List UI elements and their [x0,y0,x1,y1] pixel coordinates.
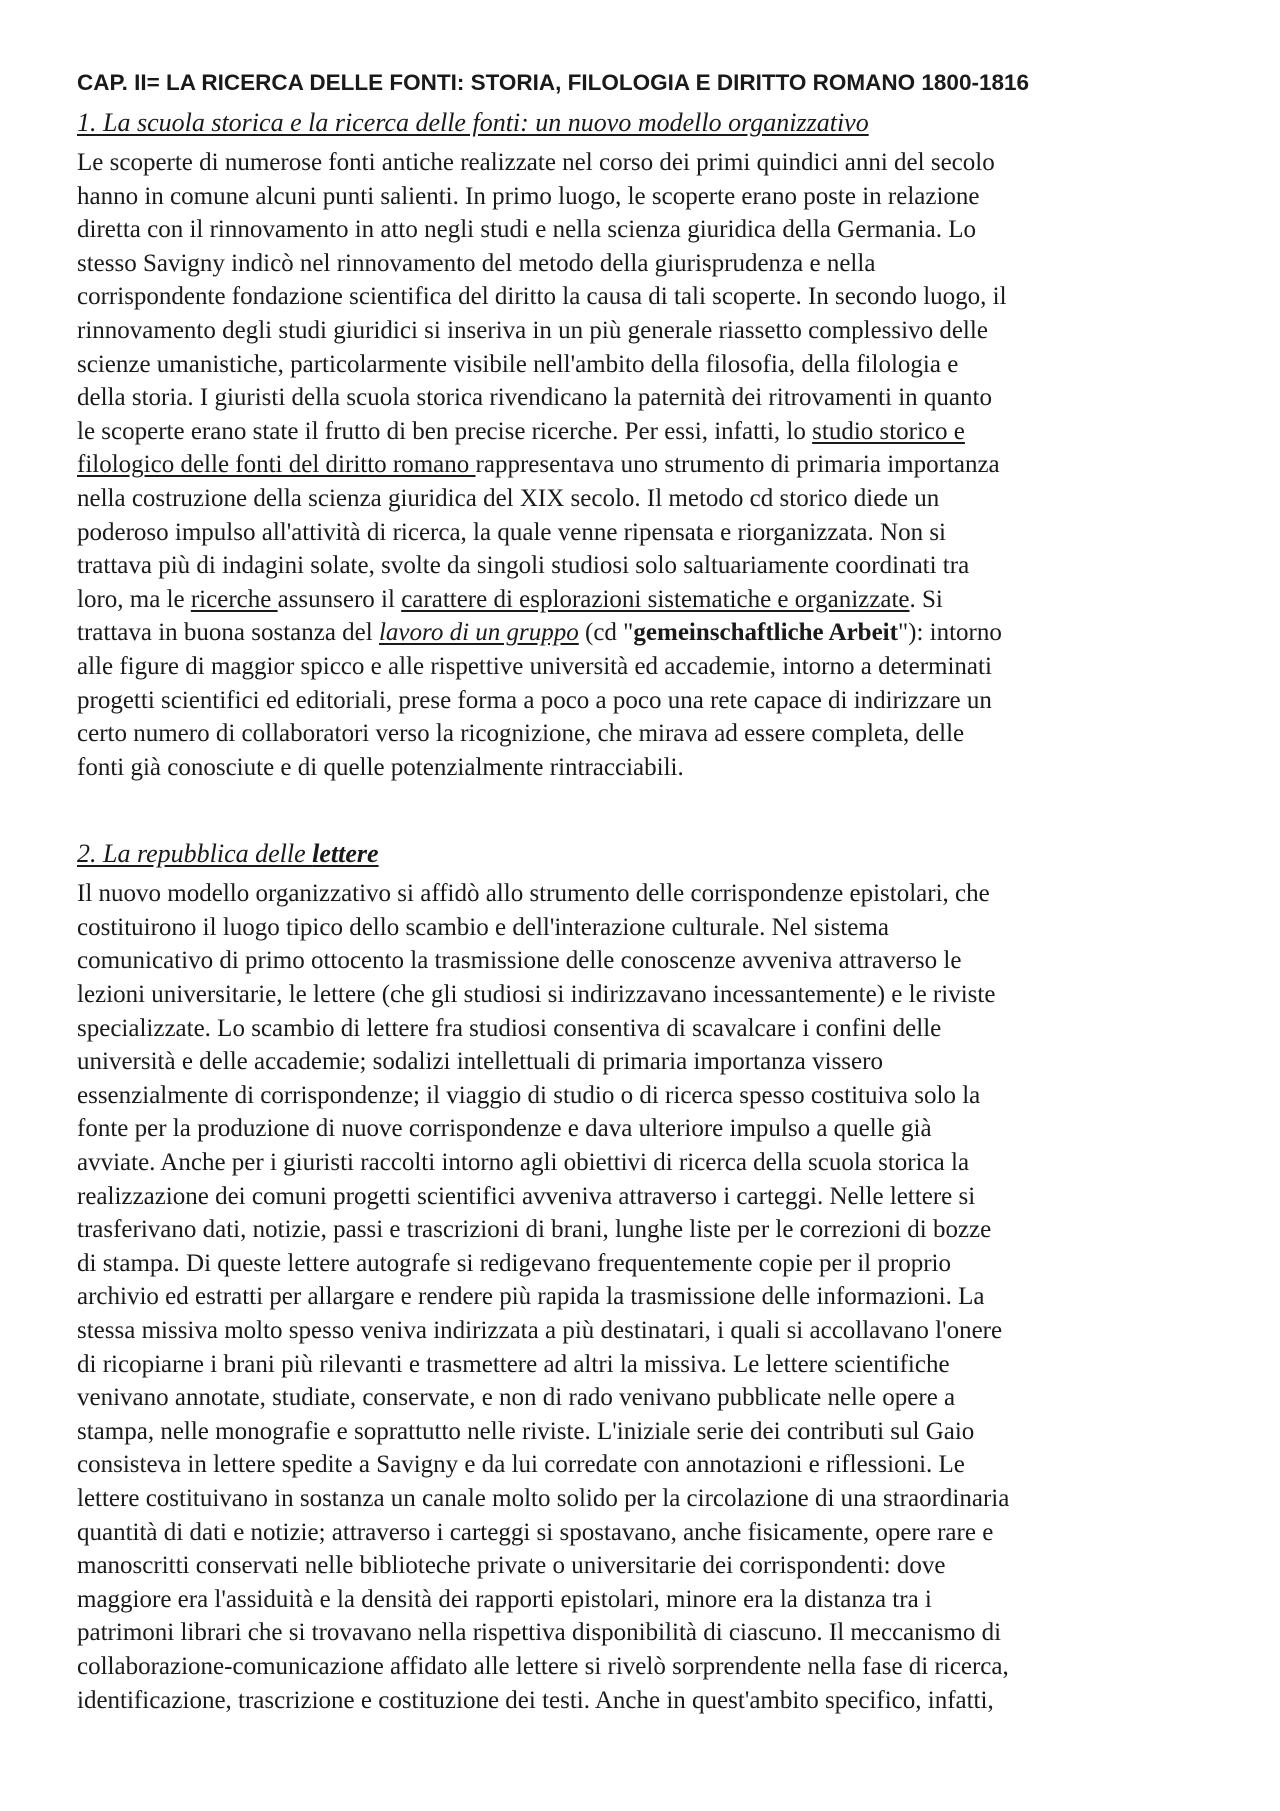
text-line: quantità di dati e notizie; attraverso i carteggi si spostavano, anche fisicamente, opere rare e [77,1518,994,1546]
bold-text: gemeinschaftliche Arbeit [633,619,898,647]
text-line: poderoso impulso all'attività di ricerca, la quale venne ripensata e riorganizzata. Non si [77,518,947,546]
section-2-paragraph [77,877,1217,1717]
text-line: Il nuovo modello organizzativo si affidò allo strumento delle corrispondenze epistolari, che [77,880,990,908]
document-page [77,68,1217,1717]
text-run: le scoperte erano state il frutto di ben precise ricerche. Per essi, infatti, lo [77,417,813,445]
text-line: università e delle accademie; sodalizi intellettuali di primaria importanza vissero [77,1048,883,1076]
text-line: certo numero di collaboratori verso la ricognizione, che mirava ad essere completa, delle [77,720,965,748]
text-line: hanno in comune alcuni punti salienti. In primo luogo, le scoperte erano poste in relazione [77,182,980,210]
text-line: avviate. Anche per i giuristi raccolti intorno agli obiettivi di ricerca della scuola storica la [77,1149,970,1177]
text-line [77,448,1217,482]
heading-bold-text: lettere [312,839,379,869]
text-line: nella costruzione della scienza giuridica del XIX secolo. Il metodo cd storico diede un [77,484,940,512]
text-line: specializzate. Lo scambio di lettere fra studiosi consentiva di scavalcare i confini delle [77,1014,942,1042]
text-line: identificazione, trascrizione e costituzione dei testi. Anche in quest'ambito specifico, infatti, [77,1686,994,1714]
underlined-text: studio storico e [812,417,965,445]
text-line: stessa missiva molto spesso veniva indirizzata a più destinatari, i quali si accollavano l'onere [77,1317,1003,1344]
text-line: patrimoni librari che si trovavano nella rispettiva disponibilità di ciascuno. Il meccanismo di [77,1619,1002,1647]
text-line [77,583,1217,617]
text-line: fonti già conosciute e di quelle potenzialmente rintracciabili. [77,753,684,781]
text-line: Le scoperte di numerose fonti antiche realizzate nel corso dei primi quindici anni del secolo [77,149,995,176]
text-run: rappresentava uno strumento di primaria importanza [475,451,1000,479]
text-line: costituirono il luogo tipico dello scambio e dell'interazione culturale. Nel sistema [77,913,889,941]
text-line: trattava più di indagini solate, svolte da singoli studiosi solo saltuariamente coordinati tra [77,552,970,580]
text-line: collaborazione-comunicazione affidato alle lettere si rivelò sorprendente nella fase di ricerca, [77,1652,1009,1680]
underlined-text: ricerche [190,585,278,613]
text-line: rinnovamento degli studi giuridici si inseriva in un più generale riassetto complessivo delle [77,316,988,344]
text-line: di stampa. Di queste lettere autografe si redigevano frequentemente copie per il proprio [77,1249,951,1277]
text-line: maggiore era l'assiduità e la densità dei rapporti epistolari, minore era la distanza tra i [77,1585,932,1613]
text-line: realizzazione dei comuni progetti scientifici avveniva attraverso i carteggi. Nelle lettere si [77,1182,976,1210]
text-line: trasferivano dati, notizie, passi e trascrizioni di brani, lunghe liste per le correzioni di bozze [77,1216,992,1244]
text-line: venivano annotate, studiate, conservate, e non di rado venivano pubblicate nelle opere a [77,1384,956,1412]
section-2-heading [77,837,1217,871]
text-run: assunsero il [277,585,402,613]
text-run: (cd " [578,619,634,647]
text-run: trattava in buona sostanza del [77,619,379,647]
text-line [77,616,1217,650]
text-line: stesso Savigny indicò nel rinnovamento del metodo della giurisprudenza e nella [77,249,876,277]
chapter-title: CAP. II= LA RICERCA DELLE FONTI: STORIA, FILOLOGIA E DIRITTO ROMANO 1800-1816 [77,70,1029,95]
text-line: essenzialmente di corrispondenze; il viaggio di studio o di ricerca spesso costituiva solo la [77,1081,981,1109]
text-line: corrispondente fondazione scientifica del diritto la causa di tali scoperte. In secondo luogo, il [77,283,1007,311]
text-line: archivio ed estratti per allargare e rendere più rapida la trasmissione delle informazioni. La [77,1283,985,1311]
text-line: stampa, nelle monografie e soprattutto nelle riviste. L'iniziale serie dei contributi sul Gaio [77,1417,975,1445]
text-line: scienze umanistiche, particolarmente visibile nell'ambito della filosofia, della filologia e [77,350,959,378]
text-line: manoscritti conservati nelle biblioteche private o universitarie dei corrispondenti: dove [77,1552,946,1580]
text-line: lettere costituivano in sostanza un canale molto solido per la circolazione di una straordinaria [77,1484,1010,1512]
underlined-text: filologico delle fonti del diritto romano [77,451,476,479]
text-line: consisteva in lettere spedite a Savigny e da lui corredate con annotazioni e riflessioni. Le [77,1451,965,1479]
text-line: progetti scientifici ed editoriali, prese forma a poco a poco una rete capace di indirizzare un [77,686,992,714]
text-run: . Si [909,585,943,613]
text-line: diretta con il rinnovamento in atto negli studi e nella scienza giuridica della Germania. Lo [77,216,976,244]
underlined-text: carattere di esplorazioni sistematiche e organizzate [401,585,910,613]
text-line: della storia. I giuristi della scuola storica rivendicano la paternità dei ritrovamenti in quanto [77,384,992,412]
text-line: comunicativo di primo ottocento la trasmissione delle conoscenze avveniva attraverso le [77,947,962,975]
text-line: lezioni universitarie, le lettere (che gli studiosi si indirizzavano incessantemente) e le riviste [77,981,996,1009]
italic-underlined-text: lavoro di un gruppo [378,619,579,647]
text-run: loro, ma le [77,585,191,613]
text-run: "): intorno [897,619,1002,647]
section-1-heading: 1. La scuola storica e la ricerca delle fonti: un nuovo modello organizzativo [77,108,869,137]
text-line: di ricopiarne i brani più rilevanti e trasmettere ad altri la missiva. Le lettere scientifiche [77,1350,950,1378]
heading-text: 2. La repubblica delle [77,839,313,869]
text-line: fonte per la produzione di nuove corrispondenze e dava ulteriore impulso a quelle già [77,1115,932,1143]
text-line [77,415,1217,449]
section-1-paragraph [77,146,1217,784]
text-line: alle figure di maggior spicco e alle rispettive università ed accademie, intorno a determinati [77,652,992,680]
